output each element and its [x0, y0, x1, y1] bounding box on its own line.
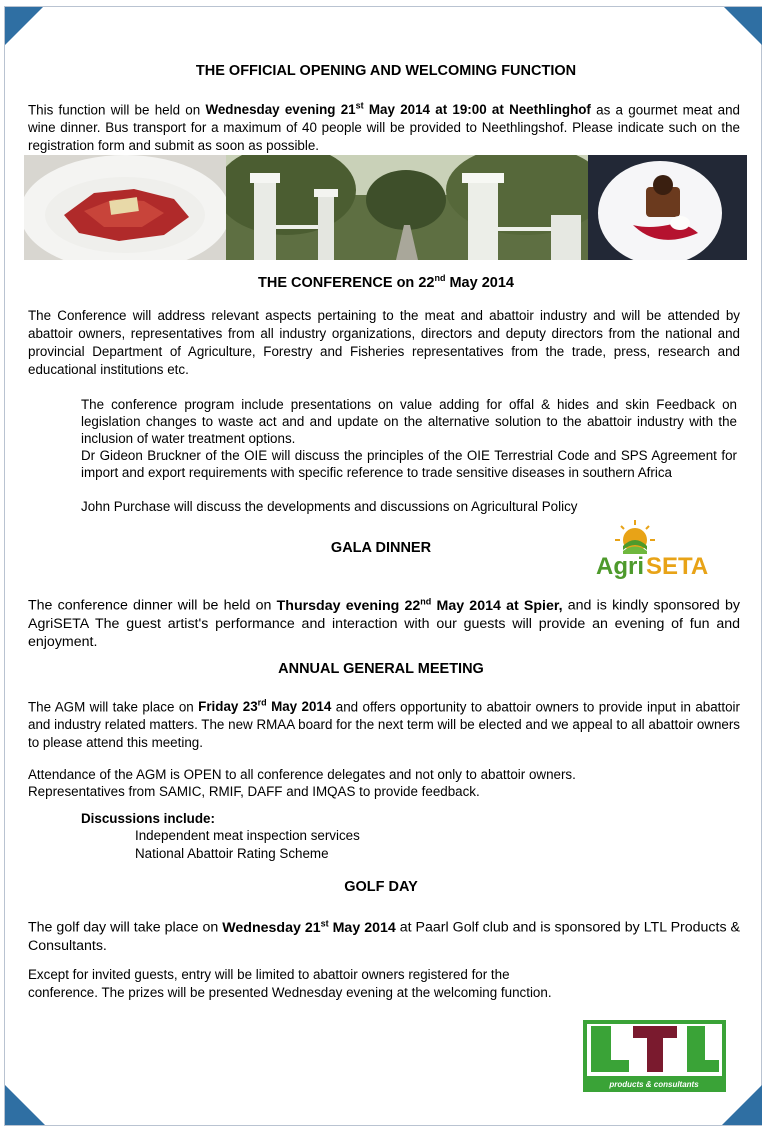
svg-text:SETA: SETA [646, 553, 709, 580]
corner-decoration [724, 7, 762, 45]
corner-decoration [722, 1085, 762, 1125]
estate-photo-gates [226, 155, 588, 260]
corner-decoration [5, 7, 43, 45]
agm-attendance-text: Attendance of the AGM is OPEN to all conference delegates and not only to abattoir owners. [28, 767, 576, 782]
opening-title: THE OFFICIAL OPENING AND WELCOMING FUNCTION [195, 63, 577, 79]
sun-icon [615, 520, 655, 554]
conference-bruckner-text: Dr Gideon Bruckner of the OIE will discuss the principles of the OIE Terrestrial Code and SPS Agreement for import and export requirements with specific reference to trade sensitive diseases in southern Africa [81, 448, 737, 480]
discussions-label: Discussions include: [81, 811, 215, 826]
food-photo-carpaccio [24, 155, 226, 260]
agm-title: ANNUAL GENERAL MEETING [278, 661, 484, 677]
ltl-logo [583, 1020, 726, 1092]
food-photo-dessert [588, 155, 747, 260]
conference-purchase-text: John Purchase will discuss the developments and discussions on Agricultural Policy [81, 499, 578, 514]
agm-paragraph: The AGM will take place on Friday 23rd May 2014 and offers opportunity to abattoir owners to provide input in abattoir and industry related matters. The new RMAA board for the next term will be elected and we appeal to all abattoir owners to please attend this meeting. [28, 698, 740, 751]
conference-title: THE CONFERENCE on 22nd May 2014 [258, 273, 514, 291]
agriseta-logo [590, 516, 738, 580]
conference-program-text: The conference program include presentations on value adding for offal & hides and skin Feedback on legislation changes to waste act and and update on the alternative solution to the abattoir industry with the inclusion of water treatment options. [81, 397, 737, 446]
discussion-item: Independent meat inspection services [135, 828, 360, 843]
agm-representatives-text: Representatives from SAMIC, RMIF, DAFF and IMQAS to provide feedback. [28, 784, 480, 799]
svg-text:products & consultants: products & consultants [609, 1080, 699, 1089]
corner-decoration [5, 1085, 45, 1125]
opening-paragraph: This function will be held on Wednesday evening 21st May 2014 at 19:00 at Neethlinghof as a gourmet meat and wine dinner. Bus transport for a maximum of 40 people will be provided to Neethlingshof. Please indicate such on the registration form and submit as soon as possible. [28, 101, 740, 154]
gala-title: GALA DINNER [330, 540, 432, 556]
conference-paragraph: The Conference will address relevant aspects pertaining to the meat and abattoir industry and will be attended by abattoir owners, representatives from all industry organizations, directors and deputy directors from the national and provincial Department of Agriculture, Forestry and Fisheries representatives from the trade, press, research and educational institutions etc. [28, 308, 740, 377]
golf-title: GOLF DAY [344, 879, 418, 895]
golf-entry-text: Except for invited guests, entry will be limited to abattoir owners registered for the conference. The prizes will be presented Wednesday evening at the welcoming function. [28, 967, 552, 1000]
golf-paragraph: The golf day will take place on Wednesday 21st May 2014 at Paarl Golf club and is sponsored by LTL Products & Consultants. [28, 918, 740, 954]
discussion-item: National Abattoir Rating Scheme [135, 846, 329, 861]
svg-text:Agri: Agri [596, 553, 644, 580]
gala-paragraph: The conference dinner will be held on Thursday evening 22nd May 2014 at Spier, and is kindly sponsored by AgriSETA The guest artist's performance and interaction with our guests will provide an evening of fun and enjoyment. [28, 596, 741, 650]
